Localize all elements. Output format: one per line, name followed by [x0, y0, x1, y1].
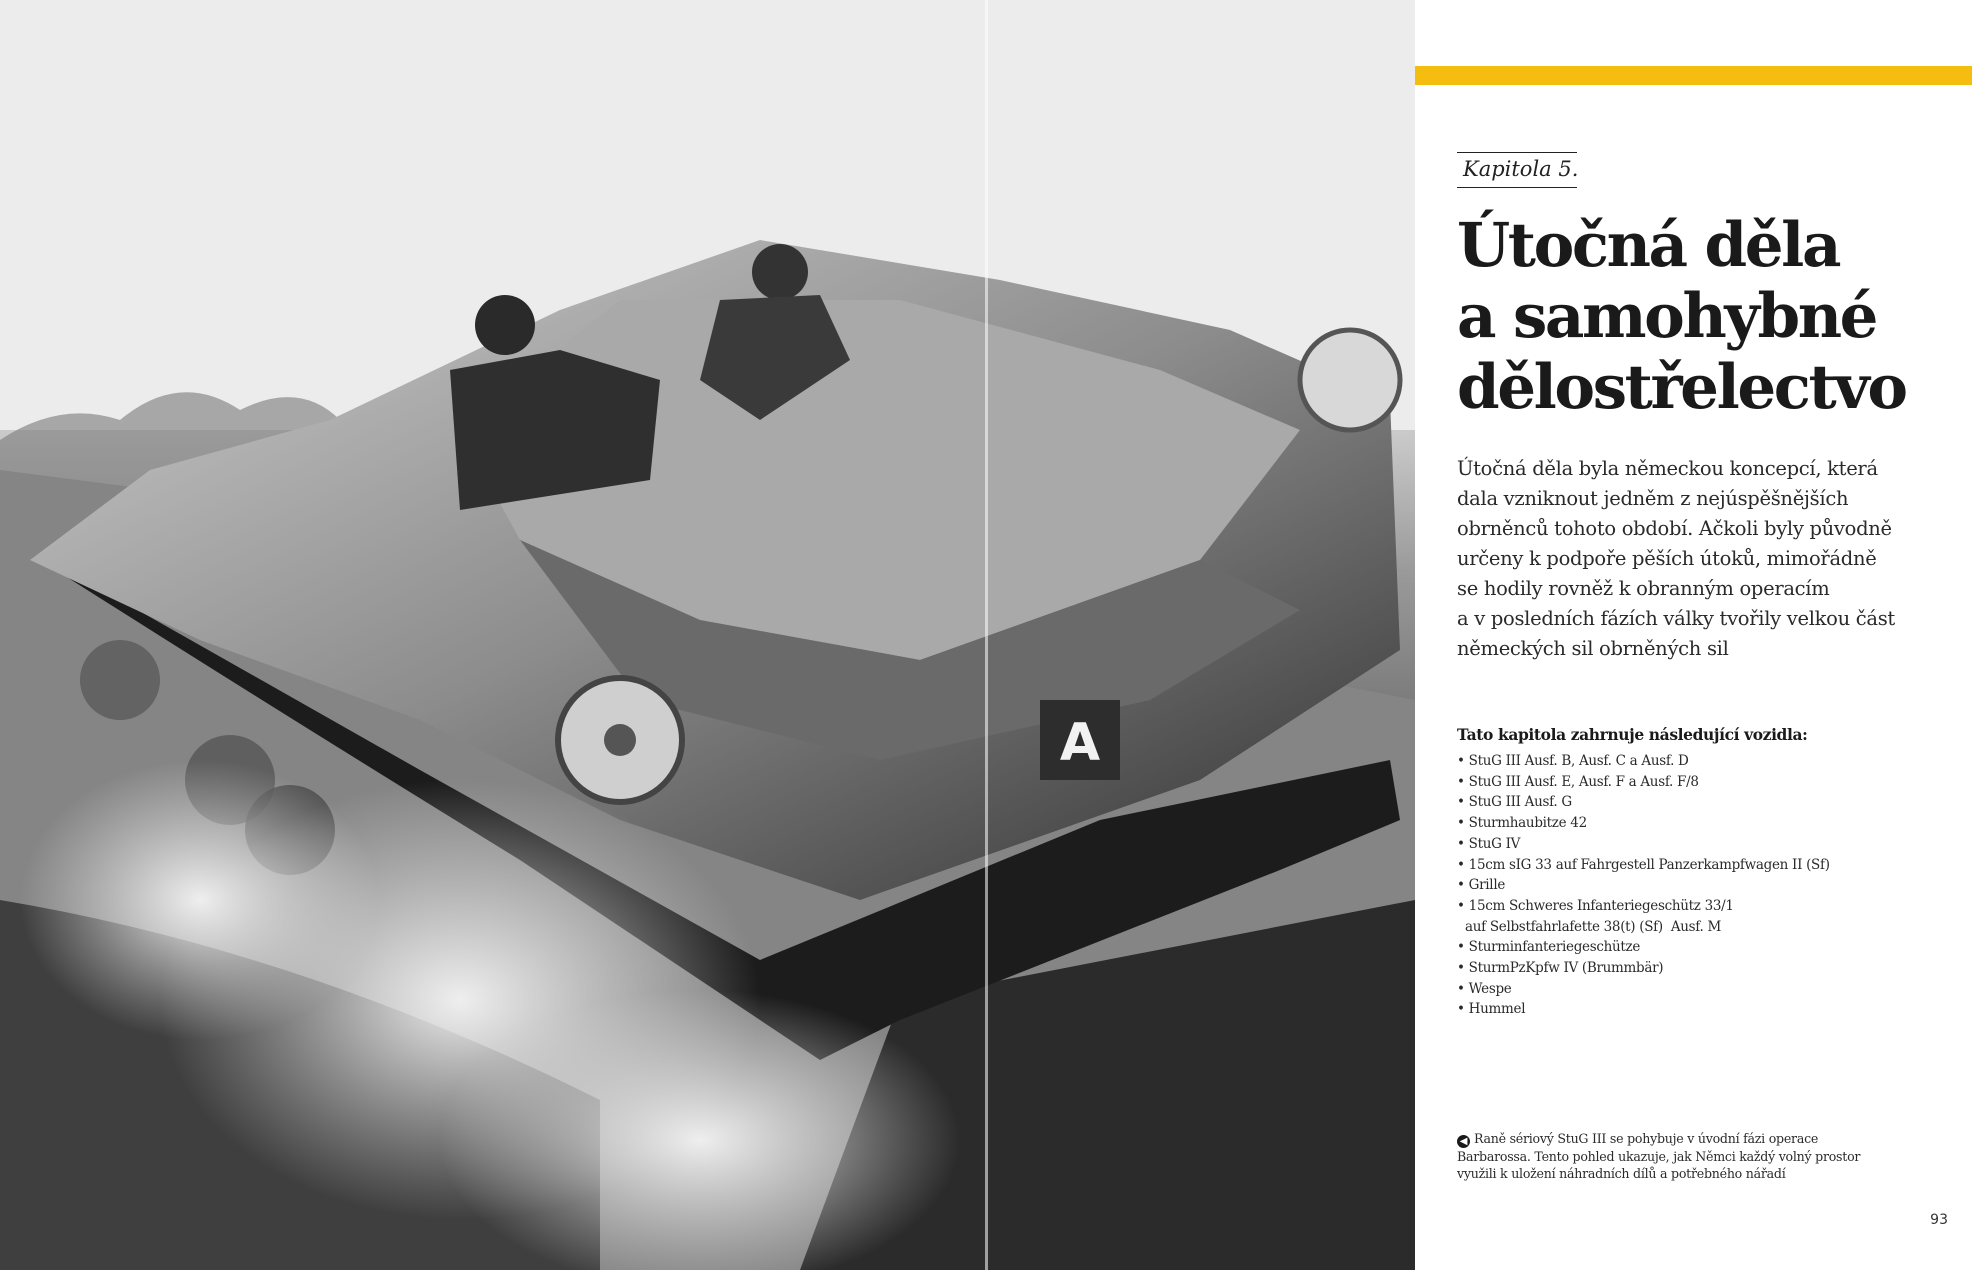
intro-line: a v posledních fázích války tvořily velkou část: [1457, 607, 1895, 630]
vehicle-list: [1457, 751, 1957, 1020]
list-item: • StuG III Ausf. G: [1457, 794, 1572, 811]
intro-line: obrněnců tohoto období. Ačkoli byly původně: [1457, 517, 1892, 540]
list-item: auf Selbstfahrlafette 38(t) (Sf) Ausf. M: [1457, 918, 1722, 935]
list-item: • 15cm sIG 33 auf Fahrgestell Panzerkampfwagen II (Sf): [1457, 856, 1830, 873]
list-item: • StuG III Ausf. E, Ausf. F a Ausf. F/8: [1457, 773, 1699, 790]
chapter-title: [1457, 210, 1972, 423]
intro-line: Útočná děla byla německou koncepcí, která: [1457, 457, 1878, 480]
list-item: • Grille: [1457, 877, 1506, 894]
list-item: • 15cm Schweres Infanteriegeschütz 33/1: [1457, 897, 1734, 914]
chapter-title-line: Útočná děla: [1457, 210, 1840, 281]
caption-line-first: [1457, 1130, 1957, 1148]
list-item: • Sturmhaubitze 42: [1457, 815, 1587, 832]
intro-line: německých sil obrněných sil: [1457, 637, 1729, 660]
caption-line: využili k uložení náhradních dílů a potřebného nářadí: [1457, 1166, 1786, 1181]
page-number: 93: [1930, 1212, 1948, 1228]
list-item: • StuG IV: [1457, 835, 1521, 852]
vehicle-list-heading: Tato kapitola zahrnuje následující vozidla:: [1457, 725, 1808, 744]
caption-line: Barbarossa. Tento pohled ukazuje, jak Němci každý volný prostor: [1457, 1149, 1861, 1164]
list-item: • Sturminfanteriegeschütze: [1457, 939, 1641, 956]
arrow-left-circle-icon: ◀: [1457, 1135, 1470, 1148]
hull-marking: A: [1059, 713, 1101, 773]
list-item: • StuG III Ausf. B, Ausf. C a Ausf. D: [1457, 753, 1689, 769]
caption-line: Raně sériový StuG III se pohybuje v úvodní fázi operace: [1474, 1131, 1819, 1146]
list-item: • Hummel: [1457, 1001, 1526, 1018]
text-page: [1415, 0, 1972, 1270]
accent-bar: [1415, 66, 1972, 85]
intro-paragraph: [1457, 454, 1957, 664]
intro-line: určeny k podpoře pěších útoků, mimořádně: [1457, 547, 1877, 570]
list-item: • SturmPzKpfw IV (Brummbär): [1457, 960, 1664, 977]
photo-caption: [1457, 1130, 1957, 1182]
intro-line: se hodily rovněž k obranným operacím: [1457, 577, 1830, 600]
chapter-title-line: dělostřelectvo: [1457, 352, 1906, 423]
list-item: • Wespe: [1457, 980, 1512, 997]
intro-line: dala vzniknout jedněm z nejúspěšnějších: [1457, 487, 1849, 510]
chapter-title-line: a samohybné: [1457, 281, 1877, 352]
chapter-label: Kapitola 5.: [1463, 157, 1579, 181]
page-gutter: [985, 0, 988, 1270]
